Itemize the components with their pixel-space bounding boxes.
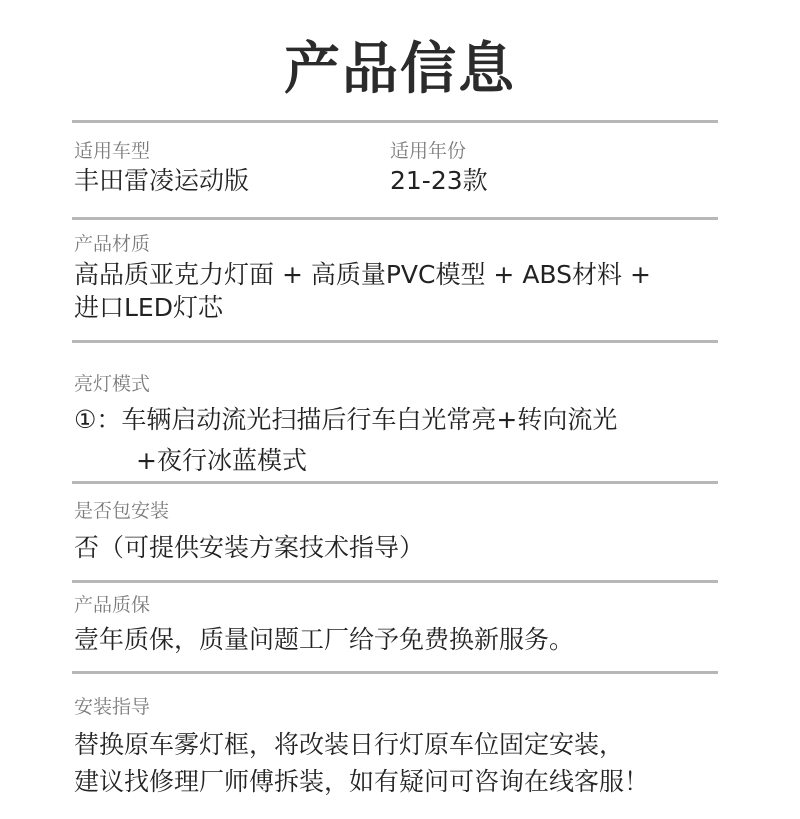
material-line-1: 高品质亚克力灯面 + 高质量PVC模型 + ABS材料 + bbox=[74, 260, 651, 289]
install-guide-line-2: 建议找修理厂师傅拆装，如有疑问可咨询在线客服！ bbox=[74, 767, 650, 796]
years-label: 适用年份 bbox=[390, 140, 467, 162]
warranty-label: 产品质保 bbox=[74, 594, 151, 616]
install-included-value: 否（可提供安装方案技术指导） bbox=[74, 533, 425, 562]
vehicle-value: 丰田雷凌运动版 bbox=[74, 166, 250, 195]
divider bbox=[72, 340, 718, 343]
install-guide-line-1: 替换原车雾灯框，将改装日行灯原车位固定安装， bbox=[74, 730, 625, 759]
page-title: 产品信息 bbox=[284, 37, 516, 102]
material-label: 产品材质 bbox=[74, 233, 151, 255]
divider bbox=[72, 580, 718, 583]
divider bbox=[72, 481, 718, 484]
warranty-value: 壹年质保，质量问题工厂给予免费换新服务。 bbox=[74, 625, 575, 654]
years-value: 21-23款 bbox=[390, 166, 488, 195]
divider bbox=[72, 120, 718, 123]
light-mode-line-2: +夜行冰蓝模式 bbox=[136, 446, 307, 475]
light-mode-line-1: ①：车辆启动流光扫描后行车白光常亮+转向流光 bbox=[74, 405, 618, 434]
install-included-label: 是否包安装 bbox=[74, 500, 170, 522]
divider bbox=[72, 217, 718, 220]
divider bbox=[72, 671, 718, 674]
material-line-2: 进口LED灯芯 bbox=[74, 293, 223, 322]
vehicle-label: 适用车型 bbox=[74, 140, 151, 162]
install-guide-label: 安装指导 bbox=[74, 696, 151, 718]
light-mode-label: 亮灯模式 bbox=[74, 373, 151, 395]
